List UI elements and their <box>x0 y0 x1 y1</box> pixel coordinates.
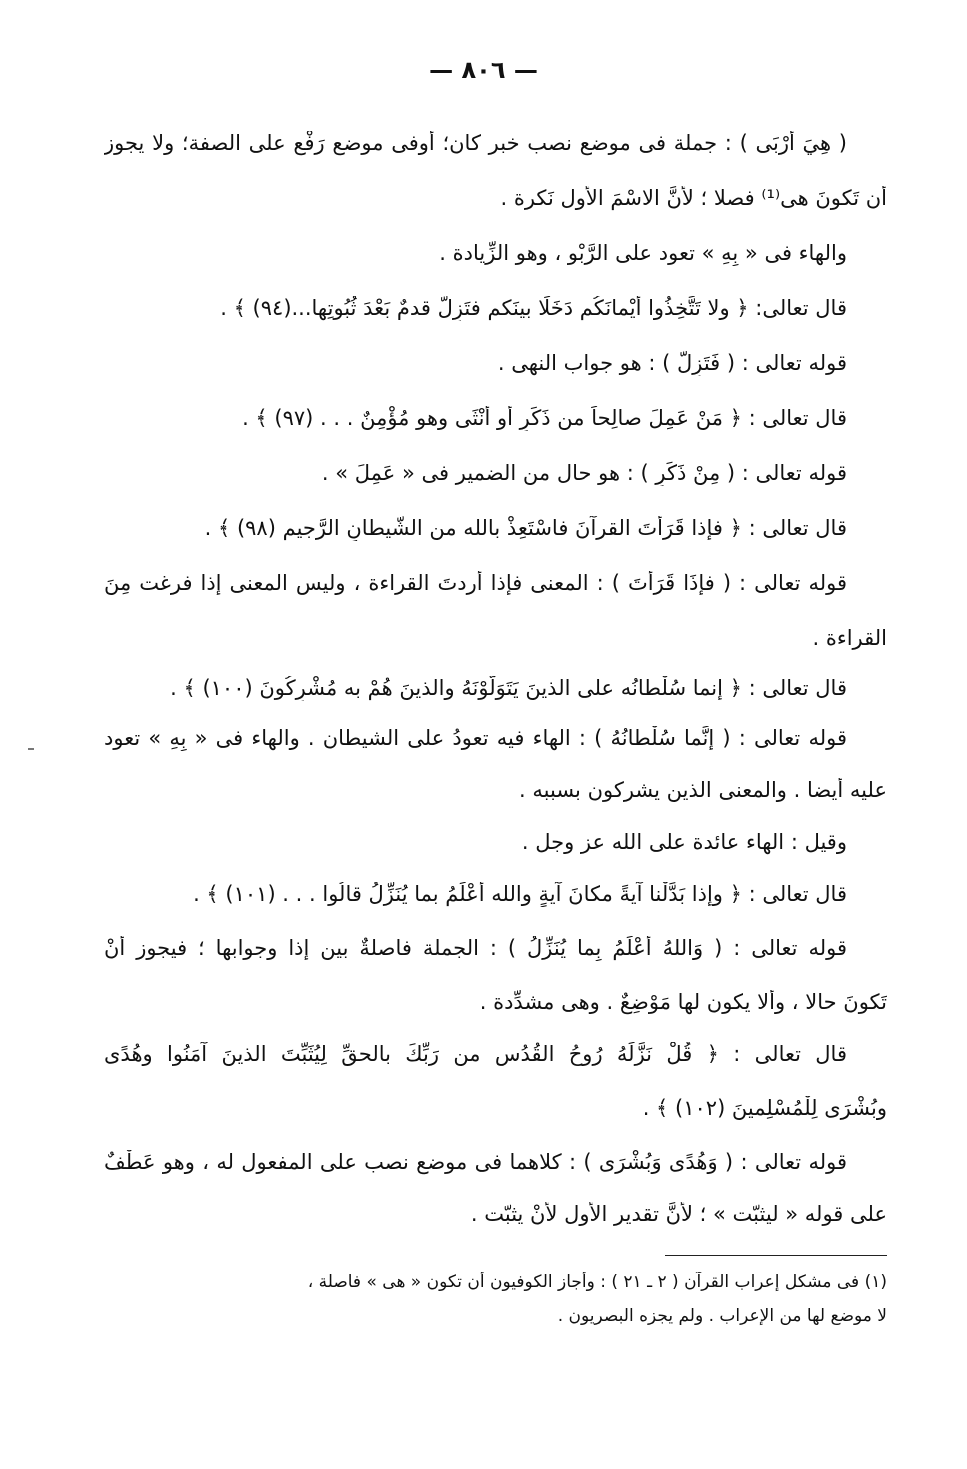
text-line-11: قال تعالى : ﴿ إنما سُلْطانُه على الذينَ يَتَوَلَّوْنَهُ والذينَ هُمْ به مُشْرِكُونَ (١٠٠) ﴾ . <box>170 676 847 700</box>
text-line-5: قوله تعالى : ( فَتَزِلَّ ) : هو جواب النهى . <box>497 351 847 375</box>
text-line-8: قال تعالى : ﴿ فإذا قَرَأْتَ القرآنَ فاسْتَعِذْ بالله من الشَّيطانِ الرَّجيم (٩٨) ﴾ . <box>204 516 847 540</box>
text-line-17: تَكونَ حالا ، وألا يكون لها مَوْضِعٌ . وهى مشدِّدة . <box>479 990 887 1014</box>
footnote-line-2: لا موضع لها من الإعراب . ولم يجزه البصريون . <box>557 1306 887 1326</box>
footnote-divider <box>665 1255 887 1256</box>
text-line-14: وقيل : الهاء عائدة على الله عز وجل . <box>521 830 847 854</box>
text-line-19: وبُشْرَى لِلْمُسْلِمينَ (١٠٢) ﴾ . <box>642 1096 887 1120</box>
scan-speck <box>28 748 34 750</box>
text-line-2: أن تَكونَ هى⁽¹⁾ فصلا ؛ لأنَّ الاسْمَ الأول نَكرة . <box>500 186 887 210</box>
text-line-16: قوله تعالى : ( وَاللهُ أَعْلَمُ بِما يُنَزِّلُ ) : الجملة فاصلةٌ بين إذا وجوابها ؛ فيجوز أَنْ <box>104 936 847 960</box>
footnote-line-1: (١) فى مشكل إعراب القرآن ( ٢ ـ ٢١ ) : وأجاز الكوفيون أن تكون « هى » فاصلة ، <box>307 1272 887 1292</box>
text-line-21: على قوله « ليثبّت » ؛ لأنَّ تقدير الأول لأَنْ يثبّت . <box>470 1202 887 1226</box>
text-line-9: قوله تعالى : ( فإذَا قَرَأْتَ ) : المعنى فإذا أردتَ القراءة ، وليس المعنى إذا فرغت مِنَ <box>104 571 847 595</box>
text-line-13: عليه أيضا . والمعنى الذين يشركون بسببه . <box>519 778 887 802</box>
page-number: — ٨٠٦ — <box>429 56 538 84</box>
text-line-1: ( هِيَ أَرْبَى ) : جملة فى موضع نصب خبر كان؛ أوفى موضع رَفْع على الصفة؛ ولا يجوز <box>104 131 847 155</box>
text-line-20: قوله تعالى : ( وَهُدًى وَبُشْرَى ) : كلاهما فى موضع نصب على المفعول له ، وهو عَطْفٌ <box>104 1150 847 1174</box>
text-line-7: قوله تعالى : ( مِنْ ذَكَرٍ ) : هو حال من الضمير فى « عَمِلَ » . <box>321 461 847 485</box>
text-line-6: قال تعالى : ﴿ مَنْ عَمِلَ صالِحاً من ذَكَرٍ أو أُنْثَى وهو مُؤْمِنٌ . . . (٩٧) ﴾ . <box>242 406 847 430</box>
text-line-4: قال تعالى: ﴿ ولا تَتَّخِذُوا أَيْمانَكُم دَخَلًا بينَكم فتَزِلَّ قدمٌ بَعْدَ ثُبُوتِها...(٩٤) ﴾ . <box>220 296 847 320</box>
text-line-10: القراءة . <box>812 626 887 650</box>
text-line-12: قوله تعالى : ( إنَّما سُلْطانُهُ ) : الهاء فيه تعودُ على الشيطان . والهاء فى « بِهِ » تعود <box>104 726 847 750</box>
text-line-3: والهاء فى « بِهِ » تعود على الرَّبْو ، وهو الزِّيادة . <box>439 241 847 265</box>
text-line-18: قال تعالى : ﴿ قُلْ نَزَّلَهُ رُوحُ القُدُسِ من رَبِّكَ بالحقِّ لِيُثَبِّتَ الذينَ آمَنُوا وهُدًى <box>104 1042 847 1066</box>
text-line-15: قال تعالى : ﴿ وإذا بَدَّلْنا آيةً مكانَ آيةٍ والله أَعْلَمُ بما يُنَزِّلُ قالُوا . . . (١٠١) ﴾ . <box>193 882 847 906</box>
